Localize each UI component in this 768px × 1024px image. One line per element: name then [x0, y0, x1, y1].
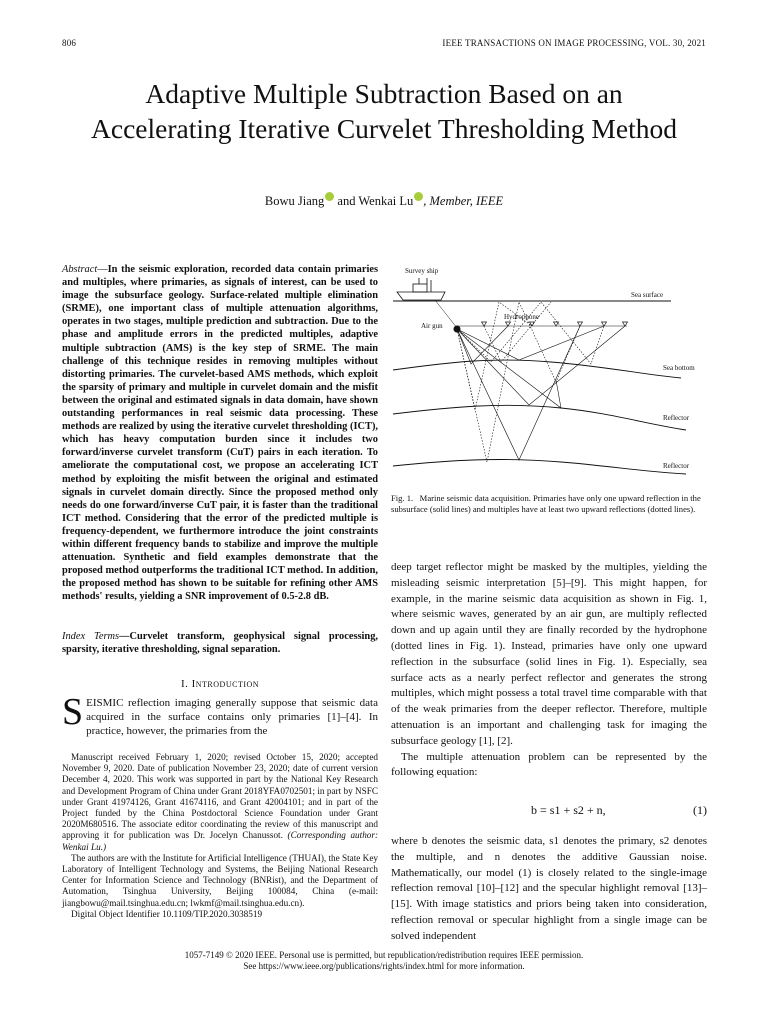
label-sea-bottom: Sea bottom — [663, 364, 695, 372]
drop-cap: S — [62, 691, 84, 733]
figure-caption-text: Marine seismic data acquisition. Primaries have only one upward reflection in the subsurface (solid lines) and multiples have at least two upward reflections (dotted lines). — [391, 493, 701, 514]
label-survey-ship: Survey ship — [405, 267, 439, 275]
author-name: Bowu Jiang — [264, 194, 325, 208]
section-number: I. — [180, 678, 192, 690]
index-terms-dash: — — [119, 631, 130, 642]
copyright-line-1: 1057-7149 © 2020 IEEE. Personal use is permitted, but republication/redistribution requires IEEE permission. — [184, 950, 584, 960]
footnote — [62, 752, 378, 920]
footnote-manuscript: Manuscript received February 1, 2020; revised October 15, 2020; accepted November 9, 2020. Date of publication November 23, 2020; date of current version December 4, 2020. This work was supported in part by the National Key Research and Development Program of China under Grant 2018YFA0702501; in part by NSFC under Grant 41974126, Grant 41674116, and Grant 42004101; and in part of the Project funded by the China Postdoctoral Science Foundation under Grant 2020M680516. The associate editor coordinating the review of this manuscript and approving it for publication was Dr. Jocelyn Chanussot. — [62, 752, 378, 841]
abstract — [62, 263, 378, 603]
index-terms-text: Curvelet transform, geophysical signal processing, sparsity, iterative thresholding, signal separation. — [62, 631, 378, 656]
reflector-2-curve — [393, 459, 686, 474]
author-name: Wenkai Lu — [358, 194, 414, 208]
figure-caption-label: Fig. 1. — [391, 493, 414, 503]
figure-caption — [391, 493, 707, 515]
body-text-right-continued — [391, 834, 707, 945]
abstract-dash: — — [97, 264, 108, 275]
intro-text: reflection imaging generally suppose that seismic data acquired in the surface contains only primaries [1]–[4]. In practice, however, the primaries from the — [86, 697, 378, 738]
page-number: 806 — [62, 38, 77, 48]
author-line — [90, 192, 678, 209]
footnote-corresponding: (Corresponding author: Wenkai Lu.) — [62, 830, 379, 852]
label-hydrophone: Hydrophone — [504, 313, 539, 321]
survey-ship-icon — [397, 278, 445, 300]
reflector-1-curve — [393, 405, 686, 430]
primary-ray-paths — [457, 326, 625, 460]
paragraph: where b denotes the seismic data, s1 denotes the primary, s2 denotes the multiple, and n denotes the additive Gaussian noise. Mathematically, our model (1) is closely related to the single-image reflection removal [10]–[12] and the specular highlight removal [13]–[15]. With image statistics and priors being taken into consideration, reflection removal or specular highlight from a single image can be solved independent — [391, 835, 707, 942]
journal-header: IEEE TRANSACTIONS ON IMAGE PROCESSING, VOL. 30, 2021 — [442, 38, 706, 48]
label-sea-surface: Sea surface — [631, 291, 664, 299]
abstract-text: In the seismic exploration, recorded data contain primaries and multiples, where primaries, as signals of interest, can be used to image the subsurface geology. Surface-related multiple elimination (SRME), one important class of multiple attenuation algorithms, operates in two stages, multiple prediction and subtraction. Due to the phase and amplitude errors in the predicted multiples, adaptive multiple subtraction (AMS) is the key step of SRME. The main challenge of this technique resides in removing multiples without distorting primaries. The curvelet-based AMS methods, which exploit the sparsity of primary and multiple in curvelet domain and the misfit between the original and estimated signals in data domain, have shown outstanding performances in real seismic data processing. These methods are realized by using the iterative curvelet thresholding (ICT), which has heavy computation burden since it includes two forward/inverse curvelet transform (CuT) pairs in each iteration. To ameliorate the computational cost, we propose an accelerating ICT method by exploiting the misfit between the original and estimated signals in curvelet domain directly. Since the proposed method only needs do one forward/inverse CuT pair, it is faster than the traditional ICT method. Considering that the error of the predicted multiple is frequency-dependent, we furthermore introduce the joint constraints within different frequency bands to stabilize and improve the multiple attenuation. Synthetic and field examples demonstrate that the proposed method outperforms the traditional ICT method. In addition, the proposed method has shown to be suitable for refining other AMS methods' results, yielding a SNR improvement of 0.5-2.8 dB. — [62, 264, 378, 603]
footnote-affiliation: The authors are with the Institute for Artificial Intelligence (THUAI), the State Key Laboratory of Intelligent Technology and Systems, the Beijing National Research Center for Information Science and Technology (BNRist), and the Department of Automation, Tsinghua University, Beijing 100084, China (e-mail: jiangbowu@mail.tsinghua.edu.cn; lwkmf@mail.tsinghua.edu.cn). — [62, 852, 378, 908]
intro-first-word: EISMIC — [86, 697, 124, 709]
orcid-icon[interactable] — [325, 192, 334, 201]
orcid-icon[interactable] — [414, 192, 423, 201]
equation-text: b = s1 + s2 + n, — [531, 803, 606, 817]
hydrophone-icon — [482, 322, 628, 326]
label-reflector-1: Reflector — [663, 414, 690, 422]
index-terms — [62, 630, 378, 656]
copyright-notice — [62, 950, 706, 972]
paragraph: The multiple attenuation problem can be represented by the following equation: — [391, 750, 707, 779]
label-reflector-2: Reflector — [663, 462, 690, 470]
label-air-gun: Air gun — [421, 322, 443, 330]
index-terms-label: Index Terms — [62, 631, 120, 642]
paragraph: deep target reflector might be masked by the multiples, yielding the misleading seismic interpretation [5]–[9]. This might happen, for example, in the marine seismic data acquisition as shown in Fig. 1, where seismic waves, generated by an air gun, are multiply reflected down and up again until they are finally recorded by the hydrophone (dotted lines in Fig. 1). Instead, primaries have only one upward reflection in the subsurface (solid lines in Fig. 1). Especially, sea surface acts as a nearly perfect reflector and generates the strong multiples, which might possess a total travel time comparable with that of the weak primaries from the deeper reflector. Therefore, multiple attenuation is an important and challenging task for imaging the subsurface geology [1], [2]. — [391, 561, 707, 747]
intro-paragraph — [62, 691, 378, 739]
abstract-label: Abstract — [62, 264, 98, 275]
body-text-right — [391, 560, 707, 781]
section-title: Introduction — [191, 678, 260, 690]
paper-title: Adaptive Multiple Subtraction Based on an Accelerating Iterative Curvelet Thresholding Method — [91, 78, 677, 144]
equation-number: (1) — [693, 803, 707, 817]
sea-bottom-curve — [393, 360, 681, 378]
author-conjunction: and — [334, 194, 359, 208]
author-membership: , Member, IEEE — [423, 194, 504, 208]
figure-1-diagram — [391, 262, 707, 487]
copyright-line-2: See https://www.ieee.org/publications/rights/index.html for more information. — [243, 961, 525, 971]
footnote-doi: Digital Object Identifier 10.1109/TIP.2020.3038519 — [71, 908, 263, 919]
section-heading — [62, 678, 378, 690]
